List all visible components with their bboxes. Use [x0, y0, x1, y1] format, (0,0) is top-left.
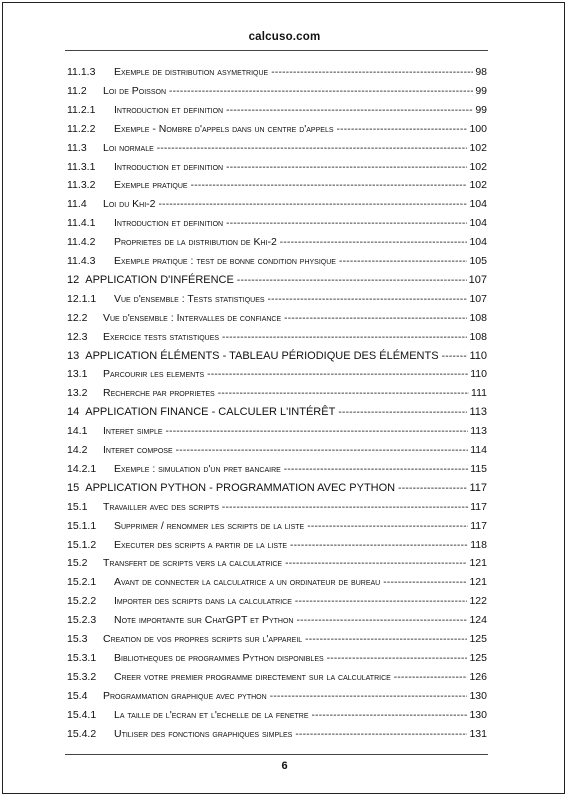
toc-entry[interactable]: [67, 517, 487, 535]
toc-entry-page: 121: [469, 576, 487, 589]
toc-entry-title: Introduction et definition: [114, 160, 224, 173]
toc-entry-page: 117: [470, 500, 487, 513]
dot-leader: [166, 423, 469, 441]
toc-entry-page: 102: [469, 160, 487, 173]
dot-leader: [297, 612, 468, 630]
toc-entry-number: 14.1: [67, 425, 88, 438]
toc-entry[interactable]: [67, 687, 487, 705]
toc-entry[interactable]: [67, 347, 487, 365]
toc-entry-title: Avant de connecter la calculatrice a un ordinateur de bureau: [114, 576, 381, 589]
dot-leader: [394, 669, 468, 687]
dot-leader: [295, 593, 468, 611]
toc-entry-title: Exemple : simulation d'un pret bancaire: [114, 462, 281, 475]
dot-leader: [218, 385, 469, 403]
dot-leader: [295, 726, 467, 744]
toc-entry-title: Interet compose: [103, 444, 173, 456]
toc-entry-page: 99: [475, 103, 487, 116]
toc-entry-page: 108: [469, 311, 487, 324]
dot-leader: [284, 310, 467, 328]
toc-entry-number: 15.3.1: [67, 651, 97, 664]
dot-leader: [176, 442, 469, 460]
toc-entry-page: 107: [469, 292, 487, 305]
toc-entry-page: 113: [470, 425, 487, 438]
page-header: calcuso.com: [248, 31, 321, 43]
toc-entry[interactable]: [67, 460, 487, 478]
dot-leader: [307, 518, 468, 536]
toc-entry-page: 102: [469, 141, 487, 154]
toc-entry-number: 11.2.1: [67, 103, 96, 116]
toc-entry-title: Note importante sur ChatGPT et Python: [114, 614, 294, 627]
toc-entry-title: Exemple - Nombre d'appels dans un centre d'appels: [114, 122, 334, 135]
toc-entry-page: 98: [475, 66, 487, 78]
toc-entry-title: APPLICATION D'INFÉRENCE: [85, 273, 234, 286]
toc-entry[interactable]: [67, 536, 487, 554]
toc-entry-number: 14.2: [67, 444, 88, 456]
toc-entry[interactable]: [67, 384, 487, 402]
toc-entry-number: 11.4.1: [67, 217, 96, 230]
header-rule: [65, 50, 488, 51]
toc-entry-title: Exemple de distribution asymetrique: [114, 66, 269, 78]
toc-entry-title: Introduction et definition: [114, 103, 224, 116]
toc-entry[interactable]: [67, 554, 487, 572]
dot-leader: [284, 461, 468, 479]
toc-entry-title: APPLICATION FINANCE - CALCULER L'INTÉRÊT: [85, 406, 336, 419]
toc-entry[interactable]: [67, 82, 487, 100]
toc-entry-title: Recherche par proprietes: [103, 387, 215, 400]
toc-entry[interactable]: [67, 668, 487, 686]
toc-entry-number: 15.2: [67, 557, 88, 570]
toc-entry-page: 117: [469, 481, 487, 494]
toc-entry-page: 104: [469, 217, 487, 230]
toc-entry-number: 15.4.1: [67, 708, 97, 721]
toc-entry-page: 124: [469, 614, 487, 627]
toc-entry-number: 11.3: [67, 141, 87, 154]
toc-entry[interactable]: [67, 365, 487, 383]
dot-leader: [169, 83, 473, 101]
dot-leader: [338, 404, 467, 422]
toc-entry-title: Supprimer / renommer les scripts de la liste: [114, 519, 305, 532]
page-number: 6: [281, 760, 288, 772]
dot-leader: [222, 499, 468, 517]
toc-entry[interactable]: [67, 706, 487, 724]
toc-entry-title: Exemple pratique: [114, 179, 188, 192]
toc-entry-number: 11.4: [67, 198, 87, 211]
toc-entry-number: 15: [67, 481, 80, 494]
dot-leader: [398, 480, 467, 498]
toc-entry-number: 12: [67, 273, 80, 286]
toc-entry-number: 12.3: [67, 330, 88, 343]
toc-entry-page: 131: [469, 727, 487, 740]
toc-entry[interactable]: [67, 290, 487, 308]
toc-entry-page: 130: [469, 708, 487, 721]
toc-entry-number: 11.4.2: [67, 236, 96, 249]
toc-entry-page: 107: [468, 273, 487, 286]
toc-entry[interactable]: [67, 176, 487, 194]
toc-entry[interactable]: [67, 271, 487, 289]
toc-entry-number: 11.2.2: [67, 122, 96, 135]
toc-entry-title: Loi de Poisson: [103, 84, 167, 97]
toc-entry-page: 110: [469, 349, 487, 362]
toc-entry-title: APPLICATION PYTHON - PROGRAMMATION AVEC PYTHON: [85, 481, 396, 494]
toc-entry[interactable]: [67, 725, 487, 743]
dot-leader: [285, 555, 467, 573]
toc-entry-title: Creation de vos propres scripts sur l'appareil: [103, 633, 303, 645]
toc-entry-title: Utiliser des fonctions graphiques simples: [114, 727, 293, 740]
dot-leader: [226, 215, 467, 233]
toc-entry-number: 11.4.3: [67, 255, 96, 267]
toc-entry-page: 114: [470, 444, 487, 456]
toc-entry-number: 15.3: [67, 633, 88, 645]
dot-leader: [237, 272, 467, 290]
toc-entry-title: Exercice tests statistiques: [103, 330, 220, 343]
toc-entry-page: 104: [469, 236, 487, 249]
toc-entry-page: 115: [470, 462, 487, 475]
toc-entry[interactable]: [67, 498, 487, 516]
toc-entry-number: 13.2: [67, 387, 88, 400]
dot-leader: [383, 574, 467, 592]
toc-entry-page: 113: [469, 406, 487, 419]
toc-entry-number: 11.3.1: [67, 160, 96, 173]
toc-entry-page: 111: [471, 387, 487, 400]
toc-entry[interactable]: [67, 63, 487, 81]
toc-entry-page: 122: [469, 595, 487, 608]
dot-leader: [339, 253, 468, 271]
dot-leader: [442, 348, 468, 366]
toc-entry-page: 100: [469, 122, 487, 135]
toc-entry[interactable]: [67, 252, 487, 270]
toc-entry-page: 102: [469, 179, 487, 192]
toc-entry-page: 108: [469, 330, 487, 343]
toc-entry-title: Bibliotheques de programmes Python disponibles: [114, 651, 324, 664]
toc-entry[interactable]: [67, 233, 487, 251]
toc-entry[interactable]: [67, 120, 487, 138]
dot-leader: [290, 537, 468, 555]
toc-entry-number: 15.2.3: [67, 614, 97, 627]
toc-entry[interactable]: [67, 649, 487, 667]
toc-entry-page: 117: [470, 519, 487, 532]
toc-entry[interactable]: [67, 328, 487, 346]
toc-entry-page: 110: [470, 368, 487, 381]
toc-entry[interactable]: [67, 611, 487, 629]
dot-leader: [157, 140, 468, 158]
toc-entry-page: 105: [469, 255, 487, 267]
toc-entry-number: 14: [67, 406, 80, 419]
toc-entry[interactable]: [67, 422, 487, 440]
toc-entry-page: 104: [469, 198, 487, 211]
dot-leader: [270, 688, 468, 706]
toc-entry[interactable]: [67, 441, 487, 459]
toc-entry-page: 118: [470, 538, 487, 551]
toc-entry-number: 13: [67, 349, 80, 362]
toc-entry-number: 13.1: [67, 368, 88, 381]
toc-entry[interactable]: [67, 139, 487, 157]
toc-entry[interactable]: [67, 195, 487, 213]
toc-entry-title: Importer des scripts dans la calculatrice: [114, 595, 292, 608]
toc-entry-number: 15.4.2: [67, 727, 97, 740]
toc-entry-number: 15.1.2: [67, 538, 97, 551]
dot-leader: [337, 121, 468, 139]
toc-entry-title: Vue d'ensemble : Tests statistiques: [114, 292, 265, 305]
toc-entry[interactable]: [67, 158, 487, 176]
toc-entry-title: APPLICATION ÉLÉMENTS - TABLEAU PÉRIODIQUE DES ÉLÉMENTS: [85, 349, 439, 362]
toc-entry-title: La taille de l'ecran et l'echelle de la fenetre: [114, 708, 309, 721]
toc-entry[interactable]: [67, 403, 487, 421]
toc-entry-page: 125: [469, 633, 487, 645]
toc-entry-number: 15.2.2: [67, 595, 97, 608]
toc-entry[interactable]: [67, 592, 487, 610]
toc-entry-number: 15.1.1: [67, 519, 97, 532]
toc-entry[interactable]: [67, 573, 487, 591]
toc-entry-number: 11.2: [67, 84, 87, 97]
toc-entry-page: 126: [469, 670, 487, 683]
toc-entry-number: 12.1.1: [67, 292, 97, 305]
dot-leader: [207, 366, 468, 384]
dot-leader: [271, 64, 473, 82]
toc-entry-title: Proprietes de la distribution de Khi-2: [114, 236, 277, 249]
toc-entry-number: 11.3.2: [67, 179, 96, 192]
toc-entry-title: Introduction et definition: [114, 217, 224, 230]
dot-leader: [280, 234, 468, 252]
toc-entry[interactable]: [67, 309, 487, 327]
toc-entry-title: Interet simple: [103, 425, 163, 438]
toc-entry-title: Loi du Khi-2: [103, 198, 156, 211]
toc-entry-number: 15.1: [67, 500, 88, 513]
toc-entry-title: Transfert de scripts vers la calculatrice: [103, 557, 283, 570]
toc-entry-number: 12.2: [67, 311, 88, 324]
toc-entry-title: Exemple pratique : test de bonne condition physique: [114, 255, 336, 267]
toc-entry-title: Programmation graphique avec python: [103, 689, 267, 702]
toc-entry-title: Executer des scripts a partir de la liste: [114, 538, 288, 551]
toc-entry-page: 121: [469, 557, 487, 570]
toc-entry[interactable]: [67, 101, 487, 119]
dot-leader: [226, 102, 473, 120]
toc-entry-number: 15.4: [67, 689, 88, 702]
footer-rule: [65, 754, 488, 755]
toc-entry-page: 130: [469, 689, 487, 702]
toc-entry[interactable]: [67, 214, 487, 232]
toc-entry-number: 14.2.1: [67, 462, 97, 475]
toc-entry-title: Parcourir les elements: [103, 368, 205, 381]
dot-leader: [159, 196, 468, 214]
dot-leader: [305, 631, 467, 649]
toc-entry[interactable]: [67, 479, 487, 497]
toc-entry-page: 99: [475, 84, 487, 97]
dot-leader: [327, 650, 468, 668]
toc-entry-page: 125: [469, 651, 487, 664]
dot-leader: [268, 291, 468, 309]
toc-entry-title: Travailler avec des scripts: [103, 500, 219, 513]
toc-entry-number: 15.3.2: [67, 670, 97, 683]
dot-leader: [226, 159, 467, 177]
dot-leader: [222, 329, 467, 347]
toc-entry-number: 15.2.1: [67, 576, 97, 589]
toc-entry-number: 11.1.3: [67, 66, 96, 78]
toc-entry-title: Creer votre premier programme directement sur la calculatrice: [114, 670, 391, 683]
dot-leader: [191, 177, 468, 195]
toc-entry-title: Vue d'ensemble : Intervalles de confiance: [103, 311, 282, 324]
toc-entry-title: Loi normale: [103, 141, 154, 154]
toc-entry[interactable]: [67, 630, 487, 648]
dot-leader: [312, 707, 468, 725]
